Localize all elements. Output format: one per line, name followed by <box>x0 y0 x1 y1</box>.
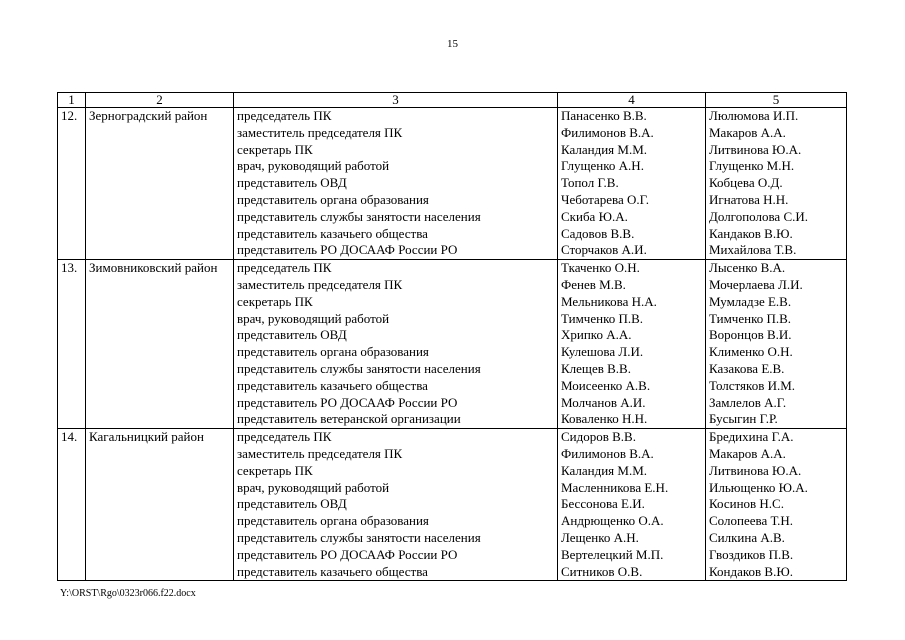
column-header-position: 3 <box>234 93 558 108</box>
member-name: Филимонов В.А. <box>561 445 654 461</box>
reserve-name: Замлелов А.Г. <box>709 394 787 410</box>
position-line: секретарь ПК <box>237 462 313 478</box>
member-name: Ситников О.В. <box>561 563 643 579</box>
member-cell <box>558 429 706 581</box>
member-name: Каландия М.М. <box>561 462 648 478</box>
member-name: Топол Г.В. <box>561 175 619 191</box>
reserve-name: Мочерлаева Л.И. <box>709 276 803 292</box>
member-cell <box>558 260 706 429</box>
reserve-name: Силкина А.В. <box>709 529 785 545</box>
position-line: представитель РО ДОСААФ России РО <box>237 394 458 410</box>
member-name: Хрипко А.А. <box>561 327 632 343</box>
member-name: Сторчаков А.И. <box>561 242 647 258</box>
reserve-name: Гвоздиков П.В. <box>709 546 794 562</box>
reserve-name: Кобцева О.Д. <box>709 175 783 191</box>
district-cell: Зимовниковский район <box>86 260 234 429</box>
member-name: Моисеенко А.В. <box>561 377 651 393</box>
position-line: представитель ОВД <box>237 175 347 191</box>
reserve-name: Макаров А.А. <box>709 445 786 461</box>
page-number: 15 <box>447 38 458 50</box>
reserve-name: Игнатова Н.Н. <box>709 191 789 207</box>
reserve-name: Долгополова С.И. <box>709 208 809 224</box>
table-row <box>58 260 847 429</box>
member-name: Каландия М.М. <box>561 141 648 157</box>
reserve-name: Литвинова Ю.А. <box>709 462 802 478</box>
position-line: председатель ПК <box>237 260 332 276</box>
row-number-cell: 14. <box>58 429 86 581</box>
position-cell <box>234 429 558 581</box>
reserve-name: Люлюмова И.П. <box>709 108 799 123</box>
table-row <box>58 108 847 260</box>
row-number-cell: 13. <box>58 260 86 429</box>
position-line: представитель службы занятости населения <box>237 208 481 224</box>
member-name: Клещев В.В. <box>561 360 631 376</box>
reserve-name: Тимченко П.В. <box>709 310 792 326</box>
position-line: заместитель председателя ПК <box>237 276 403 292</box>
position-line: председатель ПК <box>237 429 332 445</box>
member-name: Чеботарева О.Г. <box>561 191 649 207</box>
member-name: Вертелецкий М.П. <box>561 546 664 562</box>
reserve-cell <box>706 108 847 260</box>
table-row <box>58 429 847 581</box>
member-name: Садовов В.В. <box>561 225 635 241</box>
member-name: Мельникова Н.А. <box>561 293 657 309</box>
member-cell <box>558 108 706 260</box>
reserve-cell <box>706 429 847 581</box>
member-name: Глущенко А.Н. <box>561 158 644 174</box>
reserve-name: Солопеева Т.Н. <box>709 513 793 529</box>
member-name: Бессонова Е.И. <box>561 496 645 512</box>
district-cell: Кагальницкий район <box>86 429 234 581</box>
reserve-name: Кондаков В.Ю. <box>709 563 793 579</box>
position-line: секретарь ПК <box>237 141 313 157</box>
position-line: представитель органа образования <box>237 513 429 529</box>
position-line: представитель службы занятости населения <box>237 529 481 545</box>
member-name: Филимонов В.А. <box>561 124 654 140</box>
position-line: председатель ПК <box>237 108 332 123</box>
position-line: представитель РО ДОСААФ России РО <box>237 546 458 562</box>
reserve-name: Мумладзе Е.В. <box>709 293 792 309</box>
document-file-path: Y:\ORST\Rgo\0323r066.f22.docx <box>60 588 196 599</box>
reserve-name: Макаров А.А. <box>709 124 786 140</box>
reserve-name: Литвинова Ю.А. <box>709 141 802 157</box>
position-line: представитель ОВД <box>237 496 347 512</box>
position-line: врач, руководящий работой <box>237 479 390 495</box>
member-name: Андрющенко О.А. <box>561 513 664 529</box>
position-line: врач, руководящий работой <box>237 310 390 326</box>
reserve-name: Глущенко М.Н. <box>709 158 795 174</box>
column-header-reserve: 5 <box>706 93 847 108</box>
position-line: представитель РО ДОСААФ России РО <box>237 242 458 258</box>
position-line: представитель ветеранской организации <box>237 411 461 427</box>
reserve-name: Бусыгин Г.Р. <box>709 411 778 427</box>
table-header-row <box>58 93 847 108</box>
position-line: представитель казачьего общества <box>237 563 428 579</box>
member-name: Кулешова Л.И. <box>561 344 644 360</box>
reserve-name: Воронцов В.И. <box>709 327 792 343</box>
member-name: Масленникова Е.Н. <box>561 479 669 495</box>
position-line: представитель органа образования <box>237 344 429 360</box>
column-header-district: 2 <box>86 93 234 108</box>
position-cell <box>234 108 558 260</box>
district-cell: Зерноградский район <box>86 108 234 260</box>
reserve-name: Бредихина Г.А. <box>709 429 794 445</box>
member-name: Лещенко А.Н. <box>561 529 639 545</box>
position-line: заместитель председателя ПК <box>237 445 403 461</box>
position-line: представитель ОВД <box>237 327 347 343</box>
member-name: Фенев М.В. <box>561 276 626 292</box>
member-name: Скиба Ю.А. <box>561 208 628 224</box>
reserve-name: Ильющенко Ю.А. <box>709 479 808 495</box>
member-name: Молчанов А.И. <box>561 394 646 410</box>
member-name: Сидоров В.В. <box>561 429 636 445</box>
position-line: представитель органа образования <box>237 191 429 207</box>
position-line: секретарь ПК <box>237 293 313 309</box>
member-name: Ткаченко О.Н. <box>561 260 640 276</box>
commission-table <box>57 92 847 581</box>
reserve-name: Косинов Н.С. <box>709 496 784 512</box>
table-body <box>58 108 847 581</box>
member-name: Тимченко П.В. <box>561 310 644 326</box>
position-line: представитель службы занятости населения <box>237 360 481 376</box>
reserve-name: Толстяков И.М. <box>709 377 796 393</box>
position-line: заместитель председателя ПК <box>237 124 403 140</box>
reserve-cell <box>706 260 847 429</box>
reserve-name: Михайлова Т.В. <box>709 242 797 258</box>
member-name: Коваленко Н.Н. <box>561 411 648 427</box>
reserve-name: Кандаков В.Ю. <box>709 225 793 241</box>
member-name: Панасенко В.В. <box>561 108 647 123</box>
position-line: врач, руководящий работой <box>237 158 390 174</box>
reserve-name: Лысенко В.А. <box>709 260 786 276</box>
position-line: представитель казачьего общества <box>237 225 428 241</box>
column-header-number: 1 <box>58 93 86 108</box>
row-number-cell: 12. <box>58 108 86 260</box>
position-line: представитель казачьего общества <box>237 377 428 393</box>
reserve-name: Клименко О.Н. <box>709 344 793 360</box>
reserve-name: Казакова Е.В. <box>709 360 785 376</box>
position-cell <box>234 260 558 429</box>
column-header-member: 4 <box>558 93 706 108</box>
